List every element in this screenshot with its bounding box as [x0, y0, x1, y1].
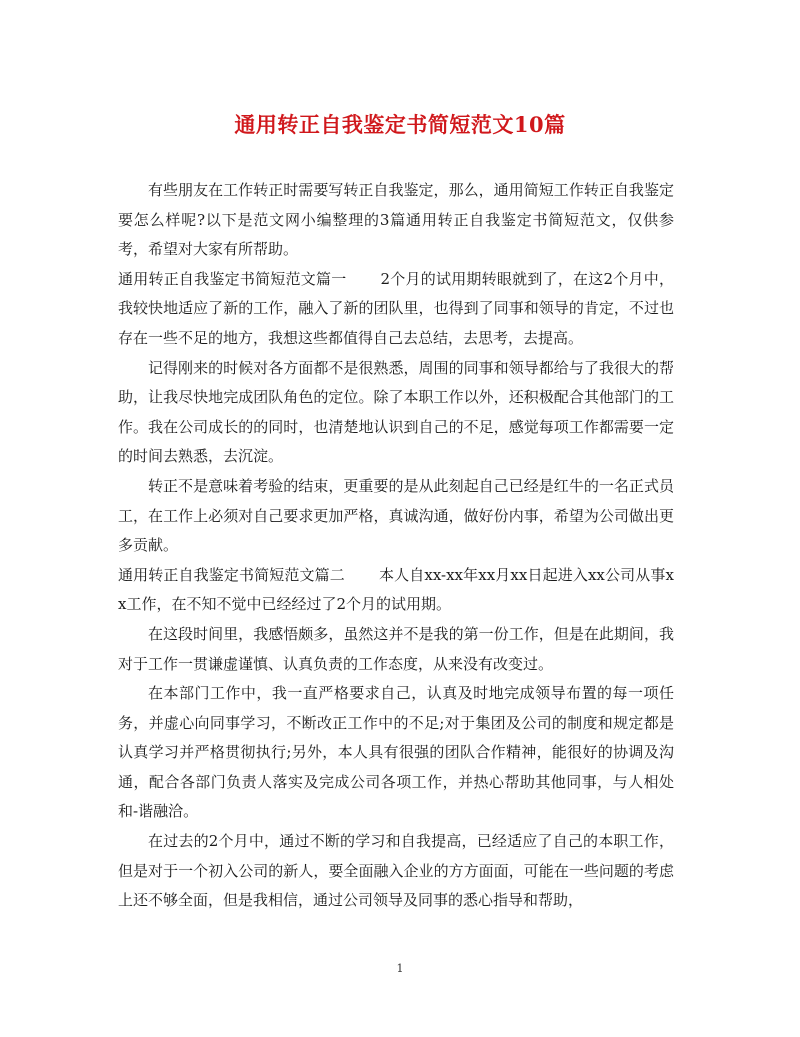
body-paragraph: [118, 354, 674, 472]
intro-paragraph: [118, 176, 674, 265]
body-paragraph: [118, 827, 674, 916]
paragraph-text: 在本部门工作中，我一直严格要求自己，认真及时地完成领导布置的每一项任务，并虚心向同事学习，不断改正工作中的不足;对于集团及公司的制度和规定都是认真学习并严格贯彻执行;另外，本人具有很强的团队合作精神，能很好的协调及沟通，配合各部门负责人落实及完成公司各项工作，并热心帮助其他同事，与人相处和-谐融洽。: [118, 684, 674, 821]
paragraph-text: 在这段时间里，我感悟颇多，虽然这并不是我的第一份工作，但是在此期间，我对于工作一贯谦虚谨慎、认真负责的工作态度，从来没有改变过。: [118, 624, 674, 673]
paragraph-text: 转正不是意味着考验的结束，更重要的是从此刻起自己已经是红牛的一名正式员工，在工作上必须对自己要求更加严格，真诚沟通，做好份内事，希望为公司做出更多贡献。: [118, 476, 674, 555]
body-paragraph: [118, 472, 674, 561]
section-one-paragraph: [118, 265, 674, 354]
paragraph-text: 记得刚来的时候对各方面都不是很熟悉，周围的同事和领导都给与了我很大的帮助，让我尽快地完成团队角色的定位。除了本职工作以外，还积极配合其他部门的工作。我在公司成长的的同时，也清楚地认识到自己的不足，感觉每项工作都需要一定的时间去熟悉，去沉淀。: [118, 358, 674, 466]
section-heading: 通用转正自我鉴定书简短范文篇二: [118, 565, 345, 584]
paragraph-text: 有些朋友在工作转正时需要写转正自我鉴定，那么，通用简短工作转正自我鉴定要怎么样呢?以下是范文网小编整理的3篇通用转正自我鉴定书简短范文，仅供参考，希望对大家有所帮助。: [118, 181, 674, 259]
paragraph-text: 在过去的2个月中，通过不断的学习和自我提高，已经适应了自己的本职工作，但是对于一个初入公司的新人，要全面融入企业的方方面面，可能在一些问题的考虑上还不够全面，但是我相信，通过公司领导及同事的悉心指导和帮助，: [118, 832, 674, 910]
section-two-paragraph: [118, 561, 674, 620]
section-heading: 通用转正自我鉴定书简短范文篇一: [118, 269, 347, 288]
body-paragraph: [118, 679, 674, 827]
document-title: 通用转正自我鉴定书简短范文10篇: [234, 112, 566, 137]
page-number: 1: [396, 962, 404, 975]
paragraph-text: 2个月的试用期转眼就到了，在这2个月中，我较快地适应了新的工作，融入了新的团队里，也得到了同事和领导的肯定，不过也存在一些不足的地方，我想这些都值得自己去总结，去思考，去提高。: [118, 269, 674, 347]
body-paragraph: [118, 620, 674, 679]
paragraph-text: 本人自xx-xx年xx月xx日起进入xx公司从事xx工作，在不知不觉中已经经过了2个月的试用期。: [118, 565, 674, 614]
document-body: [118, 176, 674, 916]
